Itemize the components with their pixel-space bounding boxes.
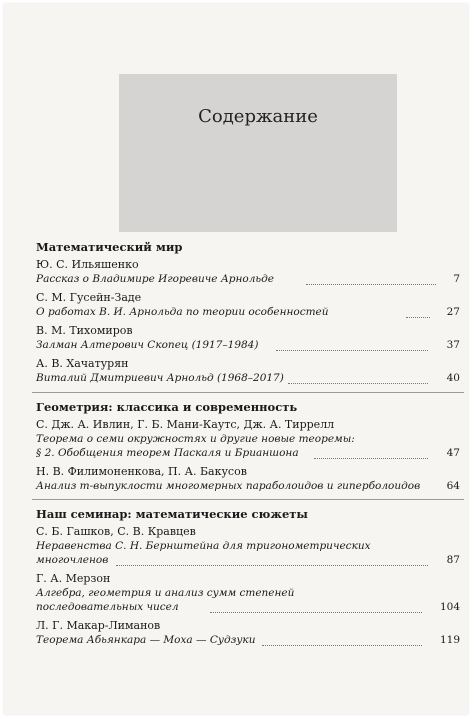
entry-author: Г. А. Мерзон <box>36 572 111 585</box>
entry-title: Виталий Дмитриевич Арнольд (1968–2017) <box>36 372 284 384</box>
entry-author: В. М. Тихомиров <box>36 324 133 337</box>
entry-page: 119 <box>439 634 460 646</box>
entry-author: А. В. Хачатурян <box>36 357 129 370</box>
dot-leader <box>406 317 430 318</box>
section-heading: Наш семинар: математические сюжеты <box>36 507 308 521</box>
entry-title-cont: последовательных чисел <box>36 601 179 613</box>
entry-title: Неравенства С. Н. Бернштейна для тригонометрических <box>36 540 371 552</box>
entry-author: Л. Г. Макар-Лиманов <box>36 619 161 632</box>
entry-title: Алгебра, геометрия и анализ сумм степеней <box>36 587 295 599</box>
dot-leader <box>116 565 428 566</box>
entry-title-cont: многочленов <box>36 554 109 566</box>
entry-author: С. Дж. А. Ивлин, Г. Б. Мани-Каутс, Дж. А. Тиррелл <box>36 418 335 431</box>
entry-author: С. Б. Гашков, С. В. Кравцев <box>36 525 196 538</box>
dot-leader <box>276 350 428 351</box>
entry-page: 40 <box>446 372 460 384</box>
entry-title: Теорема о семи окружностях и другие новые теоремы: <box>36 433 355 445</box>
entry-page: 7 <box>453 273 460 285</box>
book-page <box>4 4 468 714</box>
entry-page: 87 <box>446 554 460 566</box>
section-heading: Геометрия: классика и современность <box>36 400 298 414</box>
section-divider <box>32 392 464 393</box>
entry-author: Ю. С. Ильяшенко <box>36 258 139 271</box>
entry-page: 37 <box>446 339 460 351</box>
section-divider <box>32 499 464 500</box>
entry-title: Рассказ о Владимире Игоревиче Арнольде <box>36 273 275 285</box>
dot-leader <box>210 612 422 613</box>
entry-author: С. М. Гусейн-Заде <box>36 291 142 304</box>
dot-leader <box>314 458 428 459</box>
entry-page: 64 <box>446 480 460 492</box>
dot-leader <box>262 645 422 646</box>
entry-page: 47 <box>446 447 460 459</box>
entry-author: Н. В. Филимоненкова, П. А. Бакусов <box>36 465 247 478</box>
title-block <box>119 74 397 232</box>
entry-title: Залман Алтерович Скопец (1917–1984) <box>36 339 259 351</box>
entry-title: Анализ m-выпуклости многомерных параболоидов и гиперболоидов <box>36 480 421 492</box>
dot-leader <box>306 284 436 285</box>
entry-title: О работах В. И. Арнольда по теории особенностей <box>36 306 329 318</box>
entry-page: 104 <box>439 601 460 613</box>
entry-title-cont: § 2. Обобщения теорем Паскаля и Брианшона <box>36 447 299 459</box>
entry-page: 27 <box>446 306 460 318</box>
dot-leader <box>288 383 428 384</box>
entry-title: Теорема Абьянкара — Моха — Судзуки <box>36 634 256 646</box>
section-heading: Математический мир <box>36 240 183 254</box>
page-title: Содержание <box>198 106 318 127</box>
